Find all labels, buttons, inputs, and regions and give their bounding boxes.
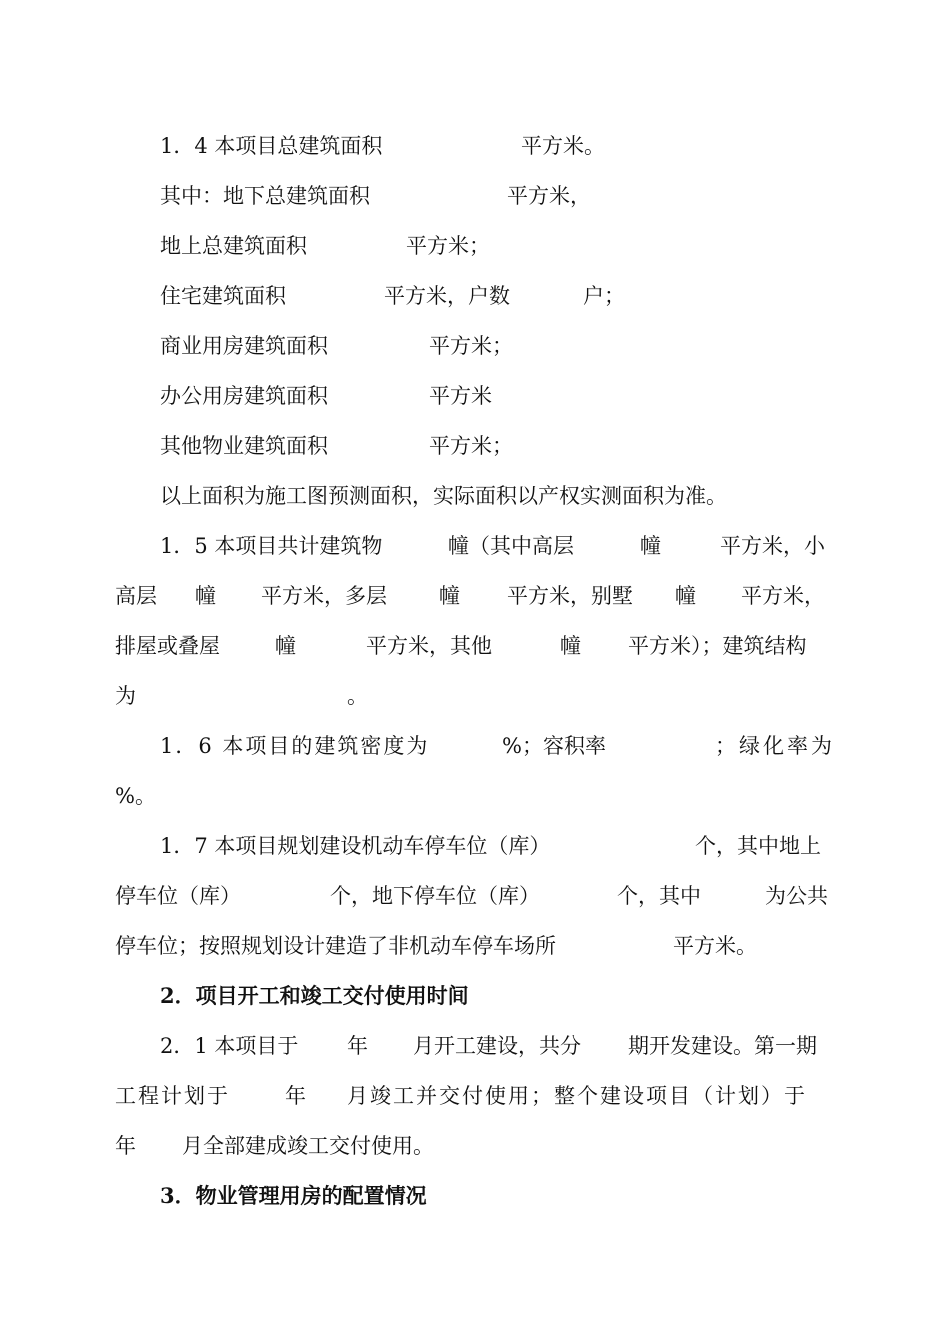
text-segment: 停车位（库） [115, 884, 241, 908]
text-segment: 停车位；按照规划设计建造了非机动车停车场所 [115, 934, 556, 958]
clause-2-1-line-2 [0, 1082, 950, 1110]
area-note [0, 482, 950, 510]
section-heading-2-text: 2．项目开工和竣工交付使用时间 [160, 983, 469, 1008]
commercial-area-line [0, 332, 950, 360]
underground-area-label: 其中：地下总建筑面积 [160, 184, 370, 208]
text-segment: 平方米）；建筑结构 [628, 634, 807, 658]
underground-area-line [0, 182, 950, 210]
text-segment: 排屋或叠屋 [115, 634, 220, 658]
clause-1-6-line-2 [0, 782, 950, 810]
aboveground-area-line [0, 232, 950, 260]
text-segment: 为 [115, 684, 136, 708]
text-segment: 幢 [275, 634, 296, 658]
office-area-label: 办公用房建筑面积 [160, 384, 328, 408]
text-segment: 幢（其中高层 [448, 534, 574, 558]
text-segment: 为公共 [765, 884, 828, 908]
text-segment: 月开工建设，共分 [413, 1034, 581, 1058]
clause-1-5-line-1 [0, 532, 950, 560]
text-segment: 平方米，小 [720, 534, 825, 558]
clause-1-4 [0, 132, 950, 160]
clause-1-4-unit: 平方米。 [521, 134, 605, 158]
commercial-area-unit: 平方米； [429, 334, 513, 358]
text-segment: 2．1 本项目于 [160, 1034, 299, 1058]
clause-2-1-line-3 [0, 1132, 950, 1160]
text-segment: ；绿化率为 [715, 734, 835, 758]
commercial-area-label: 商业用房建筑面积 [160, 334, 328, 358]
text-segment: 幢 [675, 584, 696, 608]
other-area-label: 其他物业建筑面积 [160, 434, 328, 458]
household-count-unit: 户； [583, 284, 625, 308]
text-segment: 年 [347, 1034, 368, 1058]
underground-area-unit: 平方米， [507, 184, 591, 208]
text-segment: 年 [115, 1134, 136, 1158]
residential-area-line [0, 282, 950, 310]
text-segment: 平方米， [741, 584, 825, 608]
section-heading-2 [0, 982, 950, 1010]
aboveground-area-unit: 平方米； [406, 234, 490, 258]
text-segment: 平方米，别墅 [507, 584, 633, 608]
text-segment: 期开发建设。第一期 [628, 1034, 817, 1058]
clause-2-1-line-1 [0, 1032, 950, 1060]
clause-1-7-line-3 [0, 932, 950, 960]
clause-1-5-line-3 [0, 632, 950, 660]
text-segment: %。 [115, 784, 156, 808]
text-segment: 年 [285, 1084, 306, 1108]
text-segment: 1．7 本项目规划建设机动车停车位（库） [160, 834, 551, 858]
text-segment: 高层 [115, 584, 157, 608]
residential-area-label: 住宅建筑面积 [160, 284, 286, 308]
text-segment: %；容积率 [502, 734, 606, 758]
text-segment: 1．6 本项目的建筑密度为 [160, 734, 430, 758]
text-segment: 。 [347, 684, 368, 708]
text-segment: 平方米，其他 [366, 634, 492, 658]
text-segment: 平方米。 [673, 934, 757, 958]
text-segment: 月竣工并交付使用；整个建设项目（计划）于 [347, 1084, 807, 1108]
text-segment: 幢 [640, 534, 661, 558]
office-area-line [0, 382, 950, 410]
clause-1-6-line-1 [0, 732, 950, 760]
text-segment: 个，其中 [617, 884, 701, 908]
aboveground-area-label: 地上总建筑面积 [160, 234, 307, 258]
area-note-text: 以上面积为施工图预测面积，实际面积以产权实测面积为准。 [160, 484, 727, 508]
text-segment: 幢 [195, 584, 216, 608]
text-segment: 平方米，多层 [261, 584, 387, 608]
section-heading-3-text: 3．物业管理用房的配置情况 [160, 1183, 427, 1208]
text-segment: 月全部建成竣工交付使用。 [182, 1134, 434, 1158]
text-segment: 1．5 本项目共计建筑物 [160, 534, 383, 558]
text-segment: 个，地下停车位（库） [330, 884, 540, 908]
text-segment: 幢 [560, 634, 581, 658]
clause-1-4-text: 1．4 本项目总建筑面积 [160, 134, 383, 158]
clause-1-7-line-1 [0, 832, 950, 860]
office-area-unit: 平方米 [429, 384, 492, 408]
clause-1-5-line-4 [0, 682, 950, 710]
section-heading-3 [0, 1182, 950, 1210]
text-segment: 个，其中地上 [695, 834, 821, 858]
text-segment: 工程计划于 [115, 1084, 230, 1108]
clause-1-7-line-2 [0, 882, 950, 910]
residential-area-unit: 平方米，户数 [384, 284, 510, 308]
other-area-unit: 平方米； [429, 434, 513, 458]
clause-1-5-line-2 [0, 582, 950, 610]
other-area-line [0, 432, 950, 460]
text-segment: 幢 [439, 584, 460, 608]
